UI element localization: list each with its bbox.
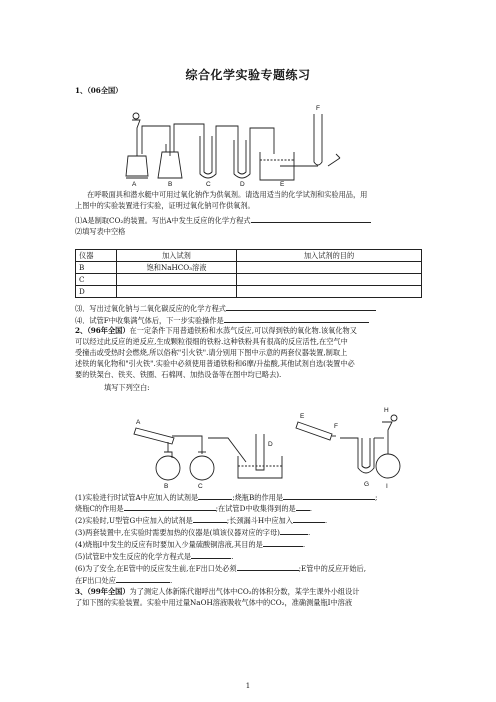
q2-fig-label-i: I (386, 483, 388, 490)
table-cell: B (76, 262, 117, 274)
table-row (76, 262, 422, 274)
q2-number: 2、 (75, 326, 88, 335)
q2-subq1-line1: (1)实验进行时试管A中应加入的试剂是 ;烧瓶B的作用是 ; (75, 493, 378, 502)
q2-subq5: (5)试管E中发生反应的化学方程式是 . (75, 552, 234, 561)
answer-blank[interactable] (251, 214, 371, 223)
answer-blank[interactable] (226, 302, 376, 311)
q2-subq1-text-c: 烧瓶C的作用是 (75, 504, 124, 513)
q1-heading (75, 86, 122, 97)
q1-fig-label-c: C (206, 181, 211, 188)
q1-source-tag: （06全国） (87, 86, 123, 95)
q1-subq3 (75, 302, 376, 315)
q2-subq4-text: (4)烧瓶I中发生的反应有时要加入少量硫酸铜溶液,其目的是 (75, 540, 263, 549)
q2-fill-prompt: 填写下列空白: (104, 383, 150, 392)
q2-apparatus-figure (128, 398, 408, 490)
reagent-table (75, 249, 422, 298)
answer-blank[interactable] (296, 502, 310, 511)
q2-subq3-text: (3)两套装置中,在实验时需要加热的仪器是(填该仪器对应的字母) (75, 528, 280, 537)
table-cell-blank[interactable] (237, 274, 422, 286)
q1-fig-label-f: F (316, 105, 320, 112)
q1-subq3-text: ⑶．写出过氧化钠与二氧化碳反应的化学方程式 (75, 304, 226, 313)
table-row (76, 274, 422, 286)
q3-number: 3、 (75, 587, 88, 596)
answer-blank[interactable] (191, 550, 231, 559)
q1-subq4 (75, 314, 369, 327)
answer-blank[interactable] (283, 491, 375, 500)
table-cell-blank[interactable] (237, 262, 422, 274)
q1-subq2: ⑵填写表中空格 (75, 227, 126, 236)
table-header-cell: 加入试剂的目的 (237, 250, 422, 262)
q1-number: 1、 (75, 86, 88, 95)
answer-blank[interactable] (124, 502, 216, 511)
q3-text-line: 了如下图的实验装置。实验中用过量NaOH溶液吸收气体中的CO₂，准确测量瓶I中溶液 (75, 598, 353, 607)
q2-subq6-text: (6)为了安全,在E管中的反应发生前,在F出口处必须 (75, 564, 237, 573)
table-cell-blank[interactable] (237, 286, 422, 298)
q1-subq1 (75, 214, 371, 227)
q2-subq3: (3)两套装置中,在实验时需要加热的仪器是(填该仪器对应的字母) . (75, 528, 311, 537)
page-number: 1 (245, 682, 251, 690)
table-cell: D (76, 286, 117, 298)
answer-blank[interactable] (237, 562, 299, 571)
q2-subq1-text-d: ;在试管D中收集得到的是 (215, 504, 296, 513)
q2-fig-label-g: G (364, 481, 370, 488)
table-header-row (76, 250, 422, 262)
q2-fig-label-b: B (164, 483, 169, 490)
q1-subq4-text: ⑷．试管F中收集满气体后，下一步实验操作是 (75, 316, 224, 325)
q3-source-tag: （99年全国） (87, 587, 130, 596)
q1-subq1-text: ⑴A是制取CO₂的装置。写出A中发生反应的化学方程式 (75, 216, 251, 225)
q2-text-line: 述铁的氧化物和"引火铁".实验中必须使用普通铁粉和6摩/升盐酸,其他试剂自选(装置中必 (75, 359, 355, 368)
q2-fig-label-a: A (136, 419, 141, 426)
q2-fig-label-e: E (300, 413, 305, 420)
q2-fig-label-c: C (198, 483, 203, 490)
q2-subq6-line1 (75, 562, 366, 575)
q2-subq6-text-c: 在F出口处应 (75, 576, 116, 585)
table-cell: C (76, 274, 117, 286)
q2-subq6-text-b: ;E管中的反应开始后, (298, 564, 367, 573)
q1-fig-label-a: A (132, 181, 137, 188)
answer-blank[interactable] (193, 514, 227, 523)
q2-text-line: 受撞击或受热时会燃烧,所以俗称"引火铁".请分别用下图中示意的两套仪器装置,制取上 (75, 348, 348, 357)
q2-fig-label-f: F (334, 423, 338, 430)
q3-line1 (75, 587, 359, 598)
q2-subq2: (2)实验时,U型管G中应加入的试剂是 ;长颈漏斗H中应加入 . (75, 516, 328, 525)
table-cell: 饱和NaHCO₃溶液 (117, 262, 237, 274)
q2-subq2-text-b: ;长颈漏斗H中应加入 (226, 516, 293, 525)
answer-blank[interactable] (198, 491, 232, 500)
q2-fig-label-h: H (384, 407, 389, 414)
q2-text-line: 要的铁架台、铁夹、铁圈、石棉网、加热设备等在图中均已略去). (75, 370, 282, 379)
q2-subq1-text-b: ;烧瓶B的作用是 (232, 493, 284, 502)
q1-fig-label-e: E (280, 181, 285, 188)
page-title: 综合化学实验专题练习 (185, 68, 311, 82)
answer-blank[interactable] (116, 574, 170, 583)
table-header-cell: 仪器 (76, 250, 117, 262)
q2-subq1-line2: 烧瓶C的作用是 ;在试管D中收集得到的是 . (75, 504, 312, 513)
q2-text-line: 在一定条件下用普通铁粉和水蒸气反应,可以得到铁的氧化物.该氧化物又 (129, 326, 357, 335)
table-cell-blank[interactable] (117, 274, 237, 286)
q2-subq2-text: (2)实验时,U型管G中应加入的试剂是 (75, 516, 193, 525)
q2-source-tag: （96年全国） (87, 326, 130, 335)
q1-apparatus-figure (118, 96, 358, 188)
q1-fig-label-d: D (240, 181, 245, 188)
answer-blank[interactable] (293, 514, 325, 523)
q2-subq5-text: (5)试管E中发生反应的化学方程式是 (75, 552, 192, 561)
q1-intro-line2: 上图中的实验装置进行实验，证明过氧化钠可作供氧剂。 (75, 201, 255, 210)
answer-blank[interactable] (280, 526, 308, 535)
q2-subq6-line2: 在F出口处应 . (75, 576, 173, 585)
q2-subq1-text: (1)实验进行时试管A中应加入的试剂是 (75, 493, 199, 502)
table-row (76, 286, 422, 298)
table-cell-blank[interactable] (117, 286, 237, 298)
q2-subq4: (4)烧瓶I中发生的反应有时要加入少量硫酸铜溶液,其目的是 . (75, 540, 306, 549)
answer-blank[interactable] (263, 538, 303, 547)
q2-fig-label-d: D (268, 441, 273, 448)
q2-text-line: 可以经过此反应的逆反应,生成颗粒很细的铁粉.这种铁粉具有很高的反应活性,在空气中 (75, 337, 348, 346)
q1-intro-line1: 在呼吸面具和潜水艇中可用过氧化钠作为供氧剂。请选用适当的化学试剂和实验用品，用 (87, 190, 368, 199)
q1-fig-label-b: B (168, 181, 173, 188)
q2-line1 (75, 326, 357, 337)
q3-text-line: 为了测定人体新陈代谢呼出气体中CO₂的体积分数，某学生课外小组设计 (129, 587, 360, 596)
table-header-cell: 加入试剂 (117, 250, 237, 262)
answer-blank[interactable] (224, 314, 369, 323)
